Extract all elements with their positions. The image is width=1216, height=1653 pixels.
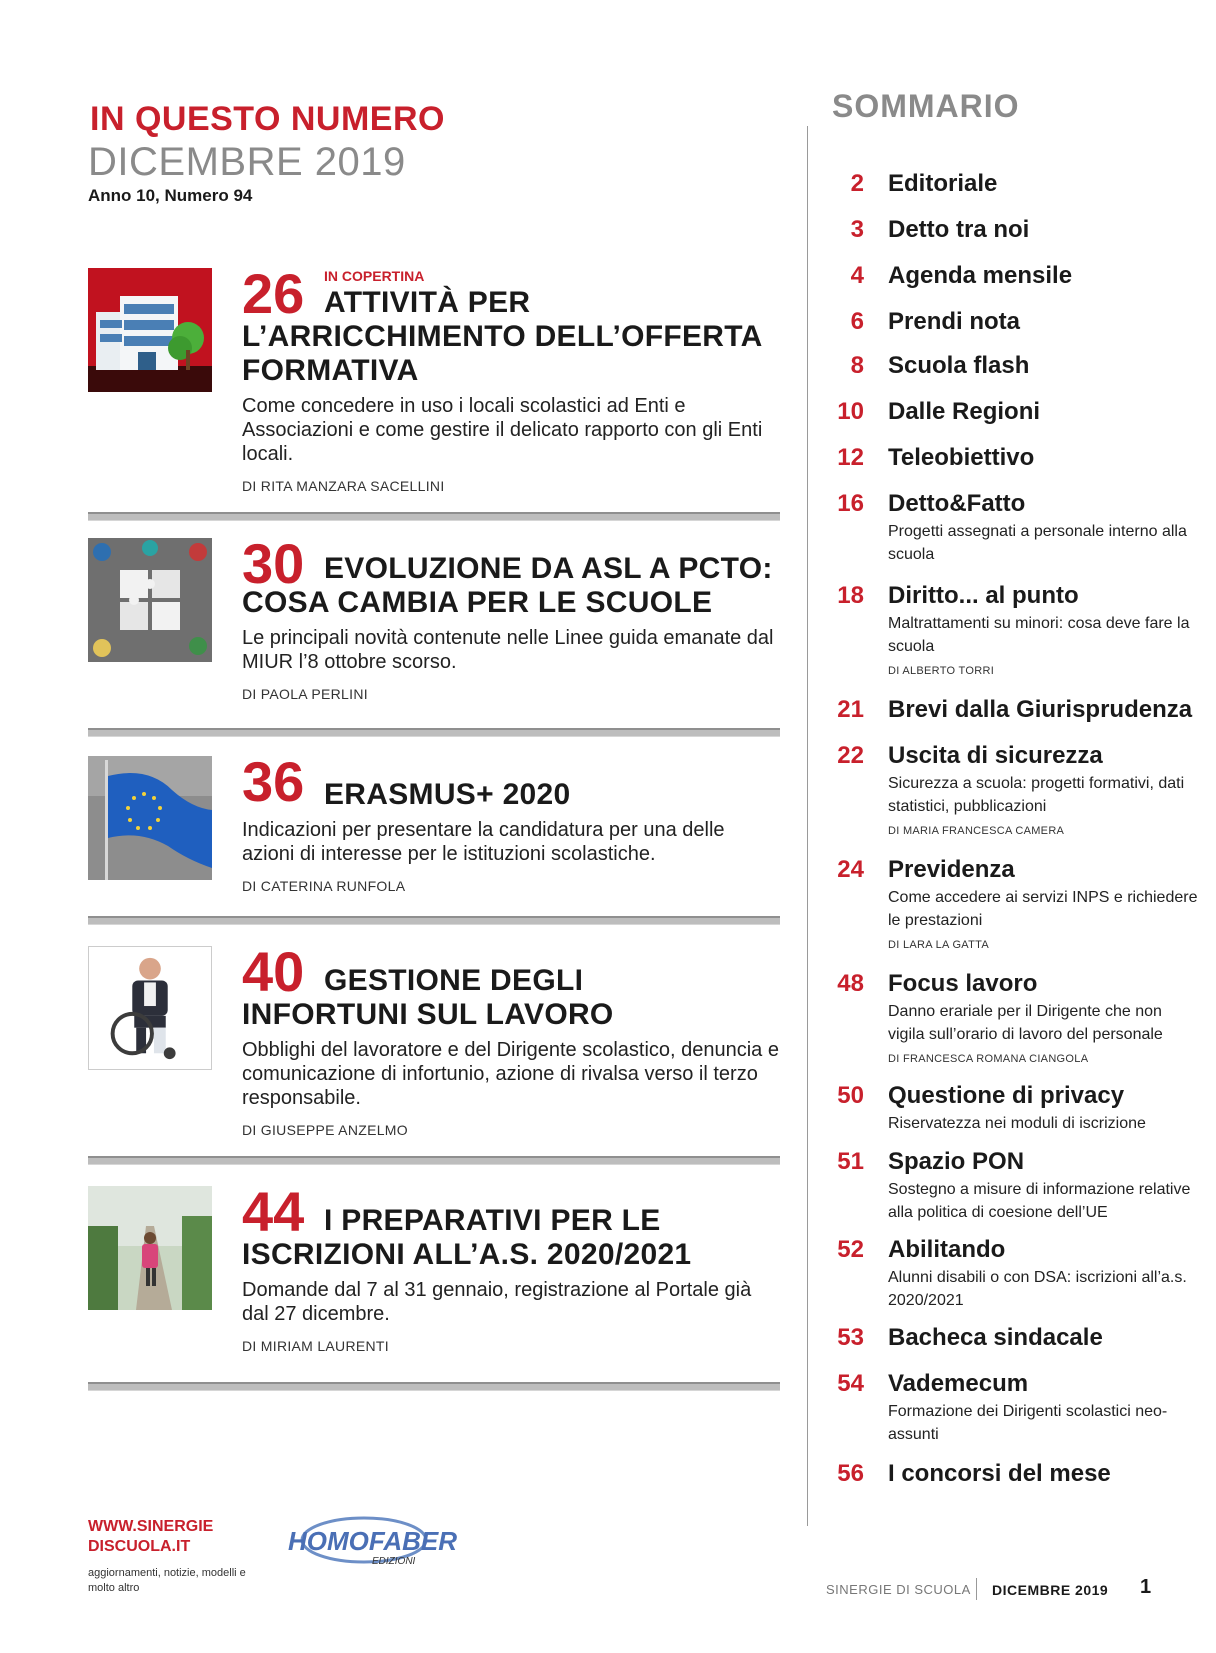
logo-sub-text: EDIZIONI bbox=[372, 1556, 416, 1567]
sommario-description: Danno erariale per il Dirigente che non vigila sull’orario di lavoro del personale DI FRANCESCA ROMANA CIANGOLA bbox=[888, 1000, 1198, 1071]
sommario-description: Progetti assegnati a personale interno alla scuola bbox=[888, 523, 1187, 563]
divider bbox=[88, 1382, 780, 1391]
article-author: DI PAOLA PERLINI bbox=[242, 686, 368, 702]
article-page-number: 26 bbox=[242, 262, 305, 325]
issue-date: DICEMBRE 2019 bbox=[88, 140, 406, 184]
section-heading: IN QUESTO NUMERO bbox=[90, 100, 445, 138]
wheelchair-image bbox=[88, 946, 212, 1070]
sommario-title-text: Detto tra noi bbox=[888, 216, 1030, 243]
sommario-title-text: I concorsi del mese bbox=[888, 1460, 1111, 1487]
column-divider bbox=[807, 126, 808, 1526]
article-description: Indicazioni per presentare la candidatura per una delle azioni di interesse per le istituzioni scolastiche. bbox=[242, 819, 725, 865]
sommario-page: 3 bbox=[850, 216, 864, 243]
sommario-description: Maltrattamenti su minori: cosa deve fare la scuola DI ALBERTO TORRI bbox=[888, 612, 1198, 683]
sommario-title-text: Diritto... al punto bbox=[888, 582, 1079, 609]
sommario-title-text: Uscita di sicurezza bbox=[888, 742, 1103, 769]
footer-date: DICEMBRE 2019 bbox=[992, 1582, 1109, 1598]
sommario-page: 53 bbox=[837, 1324, 864, 1351]
divider bbox=[88, 512, 780, 521]
sommario-title: SOMMARIO bbox=[832, 88, 1020, 124]
sommario-description: Formazione dei Dirigenti scolastici neo-assunti bbox=[888, 1403, 1168, 1443]
sommario-page: 22 bbox=[837, 742, 864, 769]
eu-flag-image bbox=[88, 756, 212, 880]
divider bbox=[88, 728, 780, 737]
sommario-page: 56 bbox=[837, 1460, 864, 1487]
puzzle-image bbox=[88, 538, 212, 662]
sommario-title-text: Focus lavoro bbox=[888, 970, 1038, 997]
sommario-description: Sicurezza a scuola: progetti formativi, dati statistici, pubblicazioni DI MARIA FRANCESCA CAMERA bbox=[888, 772, 1198, 843]
article-description: Domande dal 7 al 31 gennaio, registrazione al Portale già dal 27 dicembre. bbox=[242, 1279, 752, 1325]
article-page-number: 30 bbox=[242, 532, 305, 595]
article-author: DI MIRIAM LAURENTI bbox=[242, 1338, 389, 1354]
footer-divider bbox=[976, 1578, 977, 1600]
article-title: I PREPARATIVI PER LE ISCRIZIONI ALL’A.S. 2020/2021 bbox=[242, 1204, 692, 1271]
sommario-page: 54 bbox=[837, 1370, 864, 1397]
sommario-title-text: Previdenza bbox=[888, 856, 1015, 883]
website-tagline: aggiornamenti, notizie, modelli e molto altro bbox=[88, 1567, 246, 1594]
sommario-page: 16 bbox=[837, 490, 864, 517]
sommario-title-text: Vademecum bbox=[888, 1370, 1029, 1397]
article-page-number: 40 bbox=[242, 940, 305, 1003]
article-page-number: 44 bbox=[242, 1180, 305, 1243]
page-number: 1 bbox=[1140, 1576, 1152, 1598]
sommario-title-text: Questione di privacy bbox=[888, 1082, 1125, 1109]
sommario-page: 18 bbox=[837, 582, 864, 609]
article-author: DI CATERINA RUNFOLA bbox=[242, 878, 406, 894]
sommario-page: 12 bbox=[837, 444, 864, 471]
sommario-title-text: Dalle Regioni bbox=[888, 398, 1041, 425]
sommario-page: 10 bbox=[837, 398, 864, 425]
school-building-image bbox=[88, 268, 212, 392]
article-kicker: IN COPERTINA bbox=[324, 268, 425, 284]
article-title: ATTIVITÀ PER L’ARRICCHIMENTO DELL’OFFERTA FORMATIVA bbox=[242, 286, 762, 387]
sommario-description: Riservatezza nei moduli di iscrizione bbox=[888, 1115, 1146, 1132]
sommario-page: 51 bbox=[837, 1148, 864, 1175]
article-author: DI GIUSEPPE ANZELMO bbox=[242, 1122, 408, 1138]
sommario-description: Sostegno a misure di informazione relative alla politica di coesione dell’UE bbox=[888, 1181, 1191, 1221]
divider bbox=[88, 916, 780, 925]
footer-publication: SINERGIE DI SCUOLA bbox=[826, 1582, 971, 1597]
website-link-line2[interactable]: DISCUOLA.IT bbox=[88, 1538, 191, 1555]
sommario-title-text: Abilitando bbox=[888, 1236, 1006, 1263]
sommario-page: 48 bbox=[837, 970, 864, 997]
sommario-title-text: Spazio PON bbox=[888, 1148, 1025, 1175]
sommario-title-text: Bacheca sindacale bbox=[888, 1324, 1103, 1351]
sommario-page: 2 bbox=[850, 170, 864, 197]
article-description: Come concedere in uso i locali scolastici ad Enti e Associazioni e come gestire il delicato rapporto con gli Enti locali. bbox=[242, 395, 763, 465]
logo-main-text: HOMOFABER bbox=[288, 1526, 457, 1556]
website-link-line1[interactable]: WWW.SINERGIE bbox=[88, 1518, 214, 1535]
article-description: Obblighi del lavoratore e del Dirigente scolastico, denuncia e comunicazione di infortunio, azione di rivalsa verso il terzo responsabile. bbox=[242, 1039, 779, 1109]
sommario-page: 50 bbox=[837, 1082, 864, 1109]
sommario-title-text: Editoriale bbox=[888, 170, 998, 197]
article-page-number: 36 bbox=[242, 750, 305, 813]
sommario-title-text: Agenda mensile bbox=[888, 262, 1073, 289]
sommario-title-text: Prendi nota bbox=[888, 308, 1021, 335]
sommario-title-text: Teleobiettivo bbox=[888, 444, 1035, 471]
sommario-page: 4 bbox=[850, 262, 864, 289]
child-backpack-image bbox=[88, 1186, 212, 1310]
sommario-description: Come accedere ai servizi INPS e richiedere le prestazioni DI LARA LA GATTA bbox=[888, 886, 1198, 957]
article-title: EVOLUZIONE DA ASL A PCTO: COSA CAMBIA PER LE SCUOLE bbox=[242, 552, 773, 619]
divider bbox=[88, 1156, 780, 1165]
sommario-page: 52 bbox=[837, 1236, 864, 1263]
sommario-author: DI ALBERTO TORRI bbox=[888, 665, 995, 677]
sommario-page: 6 bbox=[850, 308, 864, 335]
sommario-page: 21 bbox=[837, 696, 864, 723]
article-description: Le principali novità contenute nelle Linee guida emanate dal MIUR l’8 ottobre scorso. bbox=[242, 627, 774, 673]
homofaber-logo bbox=[284, 1510, 457, 1572]
sommario-description: Alunni disabili o con DSA: iscrizioni all’a.s. 2020/2021 bbox=[888, 1269, 1187, 1309]
sommario-title-text: Scuola flash bbox=[888, 352, 1030, 379]
sommario-author: DI FRANCESCA ROMANA CIANGOLA bbox=[888, 1053, 1089, 1065]
sommario-author: DI MARIA FRANCESCA CAMERA bbox=[888, 825, 1065, 837]
article-title: ERASMUS+ 2020 bbox=[324, 778, 571, 811]
sommario-title-text: Brevi dalla Giurisprudenza bbox=[888, 696, 1193, 723]
sommario-author: DI LARA LA GATTA bbox=[888, 939, 989, 951]
article-author: DI RITA MANZARA SACELLINI bbox=[242, 478, 445, 494]
sommario-title-text: Detto&Fatto bbox=[888, 490, 1026, 517]
article-title: GESTIONE DEGLI INFORTUNI SUL LAVORO bbox=[242, 964, 614, 1031]
sommario-page: 8 bbox=[850, 352, 864, 379]
sommario-page: 24 bbox=[837, 856, 864, 883]
issue-number: Anno 10, Numero 94 bbox=[88, 186, 253, 205]
